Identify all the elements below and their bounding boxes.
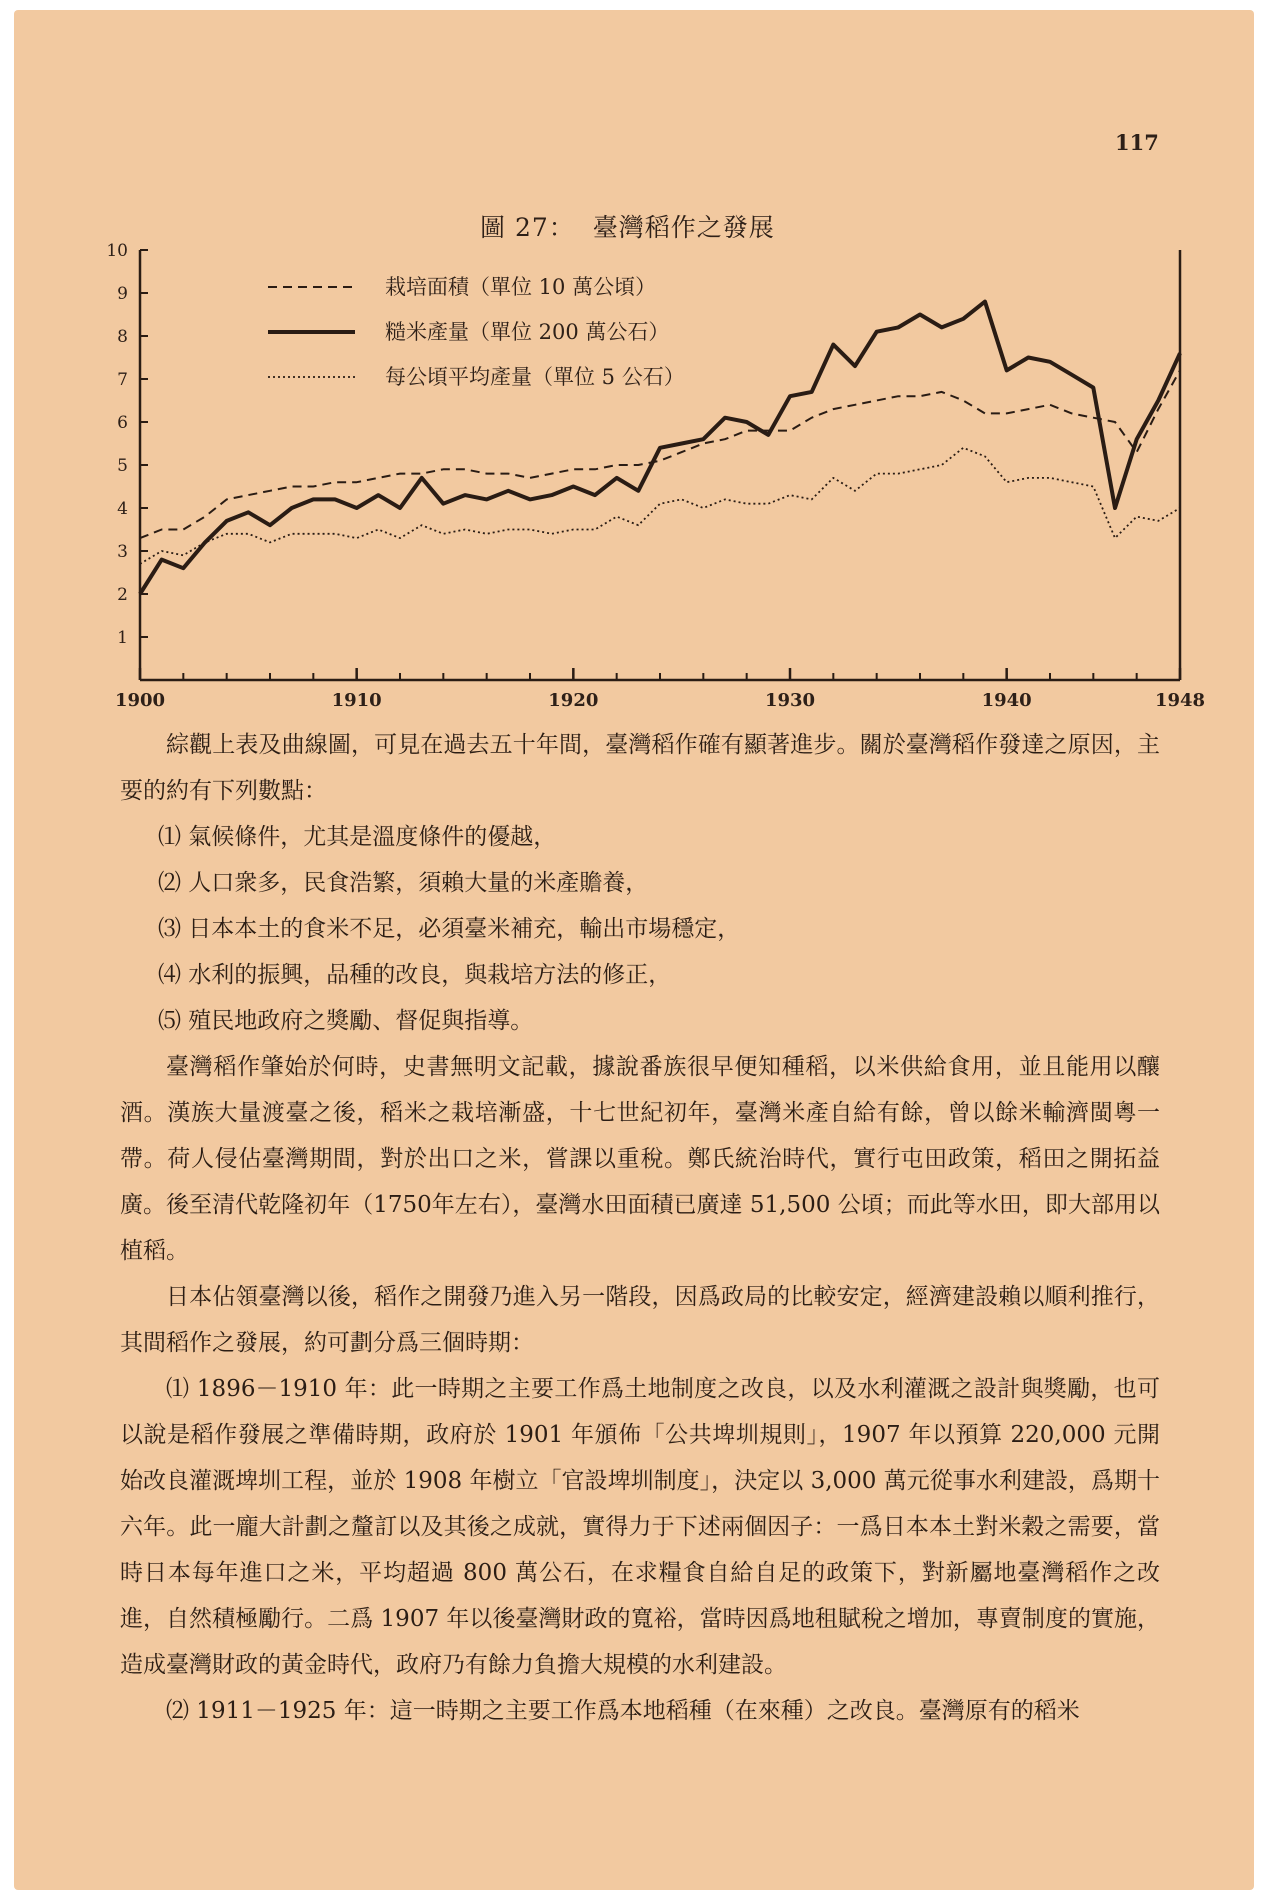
chart-axes	[140, 250, 1180, 680]
series-line-dashed	[140, 370, 1180, 538]
figure-caption: 臺灣稻作之發展	[592, 213, 775, 242]
y-tick-label: 6	[117, 413, 128, 433]
y-tick-label: 7	[117, 370, 128, 390]
page-number: 117	[1115, 130, 1159, 155]
x-tick-label: 1948	[1154, 690, 1206, 711]
chart-series	[140, 302, 1180, 594]
x-tick-label: 1920	[548, 690, 599, 711]
y-tick-label: 3	[117, 542, 128, 562]
y-tick-label: 2	[117, 585, 128, 605]
chart-legend	[268, 275, 685, 389]
list-item: ⑴ 氣候條件，尤其是溫度條件的優越，	[158, 824, 557, 850]
x-tick-label: 1900	[114, 690, 166, 711]
paragraph: 綜觀上表及曲線圖，可見在過去五十年間，臺灣稻作確有顯著進步。關於臺灣稻作發達之原因，主要的約有下列數點：	[120, 732, 1160, 804]
legend-label: 糙米產量（單位 200 萬公石）	[385, 320, 670, 344]
figure-label: 圖 27：	[480, 213, 575, 242]
list-item: ⑵ 人口衆多，民食浩繁，須賴大量的米產贍養，	[158, 870, 649, 896]
legend-label: 栽培面積（單位 10 萬公頃）	[385, 275, 657, 299]
y-axis-ticks	[106, 241, 148, 648]
paragraph: ⑵ 1911－1925 年：這一時期之主要工作爲本地稻種（在來種）之改良。臺灣原有的稻米	[166, 1698, 1080, 1724]
x-tick-label: 1930	[764, 690, 816, 711]
paragraph: ⑴ 1896－1910 年：此一時期之主要工作爲土地制度之改良，以及水利灌溉之設計與獎勵，也可以說是稻作發展之準備時期，政府於 1901 年頒佈「公共埤圳規則」，1907 年以預算 220,000 元開始改良灌溉埤圳工程，並於 1908 年樹立「官設埤圳制度」，決定以 3,000 萬元從事水利建設，爲期十六年。此一龐大計劃之釐訂以及其後之成就，實得力于下述兩個因子：一爲日本本土對米穀之需要，當時日本每年進口之米，平均超過 800 萬公石，在求糧食自給自足的政策下，對新屬地臺灣稻作之改進，自然積極勵行。二爲 1907 年以後臺灣財政的寬裕，當時因爲地租賦稅之增加，專賣制度的實施，造成臺灣財政的黃金時代，政府乃有餘力負擔大規模的水利建設。	[120, 1376, 1160, 1678]
paragraph: 臺灣稻作肇始於何時，史書無明文記載，據說番族很早便知種稻，以米供給食用，並且能用以釀酒。漢族大量渡臺之後，稻米之栽培漸盛，十七世紀初年，臺灣米產自給有餘，曾以餘米輸濟閩粵一帶。荷人侵佔臺灣期間，對於出口之米，嘗課以重稅。鄭氏統治時代，實行屯田政策，稻田之開拓益廣。後至清代乾隆初年（1750年左右），臺灣水田面積已廣達 51,500 公頃；而此等水田，即大部用以植稻。	[120, 1054, 1160, 1264]
rice-development-chart	[0, 0, 1267, 720]
y-tick-label: 1	[117, 628, 128, 648]
body-text	[120, 722, 1160, 1734]
x-tick-label: 1910	[331, 690, 382, 711]
x-tick-label: 1940	[981, 690, 1032, 711]
y-tick-label: 4	[117, 499, 128, 519]
y-tick-label: 9	[117, 284, 128, 304]
legend-label: 每公頃平均產量（單位 5 公石）	[385, 365, 685, 389]
series-line-solid	[140, 302, 1180, 594]
list-item: ⑷ 水利的振興，品種的改良，與栽培方法的修正，	[158, 962, 672, 988]
list-item: ⑶ 日本本土的食米不足，必須臺米補充，輸出市場穩定，	[158, 916, 741, 942]
y-tick-label: 5	[117, 456, 128, 476]
y-tick-label: 8	[117, 327, 128, 347]
list-item: ⑸ 殖民地政府之獎勵、督促與指導。	[158, 1008, 534, 1034]
paragraph: 日本佔領臺灣以後，稻作之開發乃進入另一階段，因爲政局的比較安定，經濟建設賴以順利推行，其間稻作之發展，約可劃分爲三個時期：	[120, 1284, 1160, 1356]
x-axis-ticks	[115, 668, 1205, 711]
y-tick-label: 10	[106, 241, 128, 261]
